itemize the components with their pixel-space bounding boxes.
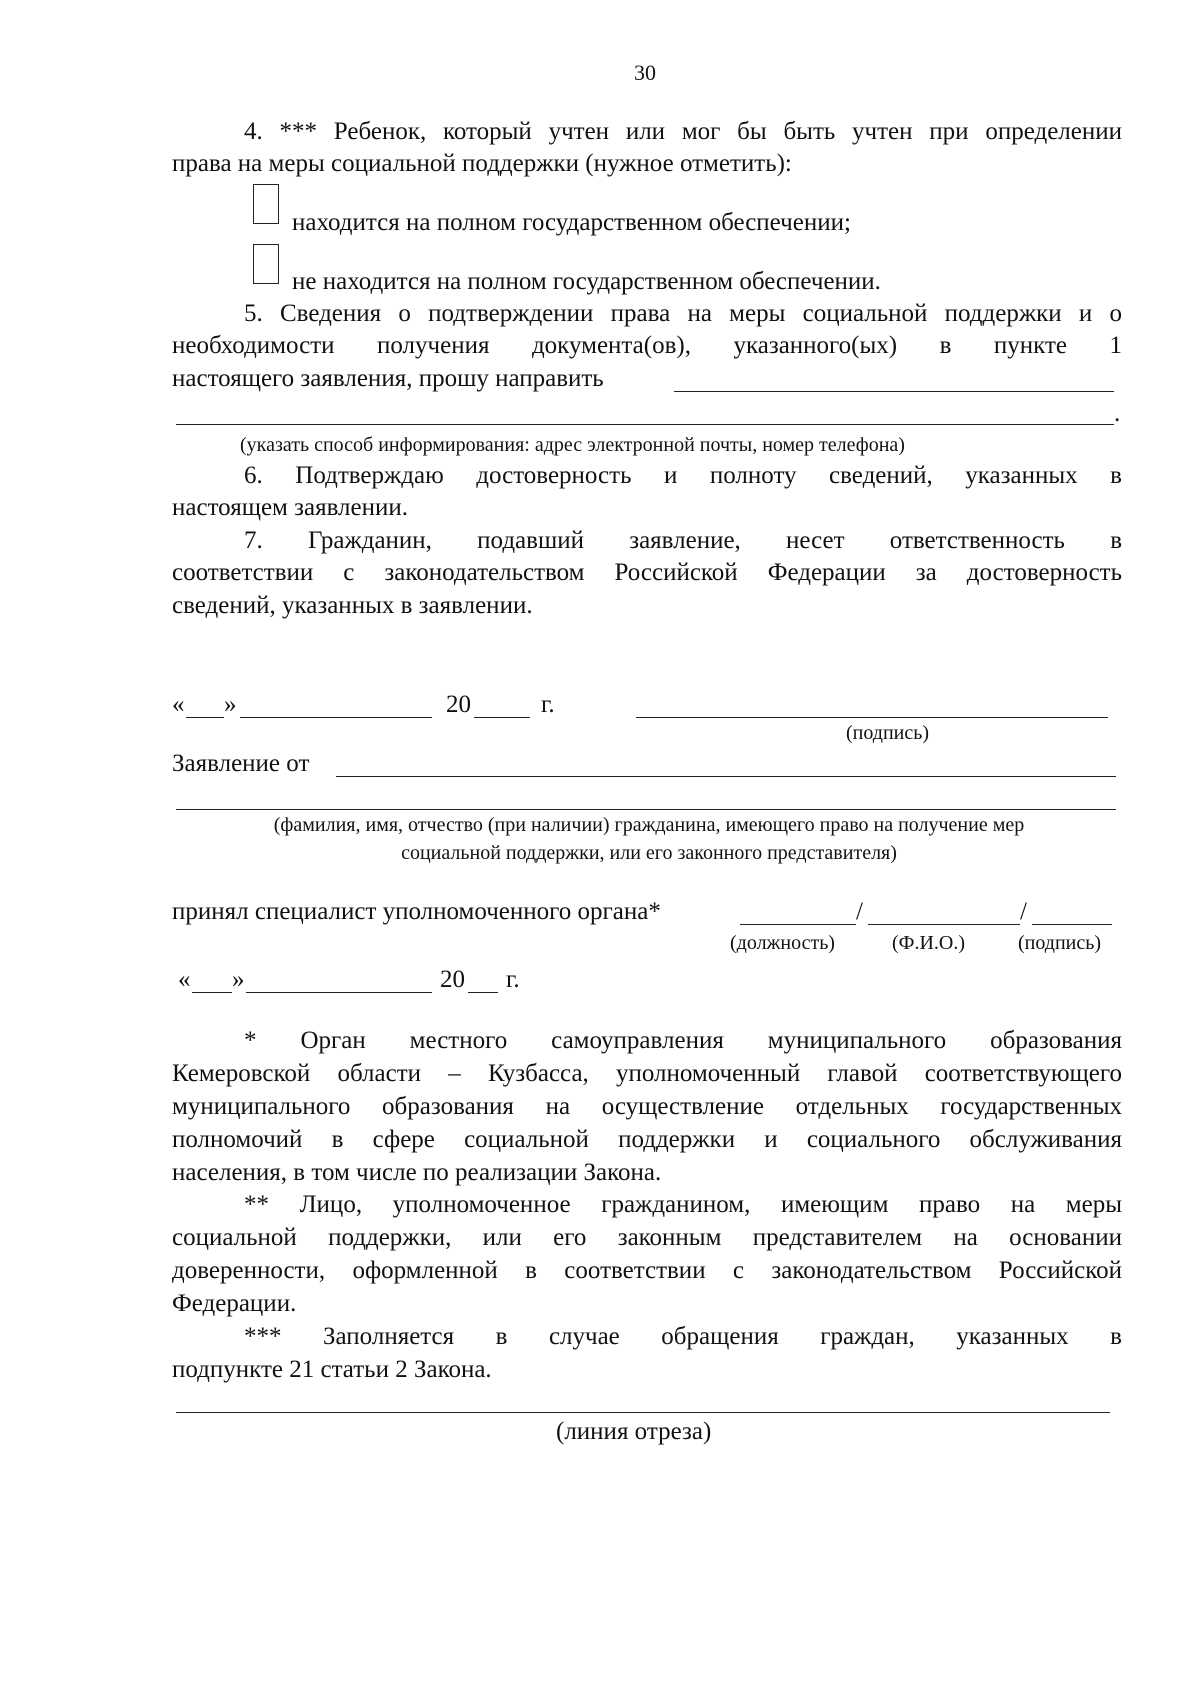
footnote3-line1: *** Заполняется в случае обращения граждан, указанных в bbox=[244, 1323, 1122, 1350]
accept-date-year-field[interactable] bbox=[468, 992, 498, 993]
statement-from-label: Заявление от bbox=[172, 750, 310, 777]
date-quote-close: » bbox=[224, 691, 237, 718]
accept-date-day-field[interactable] bbox=[192, 992, 232, 993]
hint-specialist-signature: (подпись) bbox=[1018, 932, 1102, 954]
item5-end-period: . bbox=[1114, 400, 1121, 427]
statement-from-hint-line1: (фамилия, имя, отчество (при наличии) гражданина, имеющего право на получение мер bbox=[273, 814, 1025, 836]
option-full-support-label: находится на полном государственном обеспечении; bbox=[292, 209, 851, 236]
date-year-suffix: г. bbox=[541, 691, 555, 718]
item6-line2: настоящем заявлении. bbox=[172, 494, 409, 521]
notification-method-field[interactable] bbox=[674, 391, 1114, 392]
accepted-slash-2: / bbox=[1020, 898, 1027, 925]
accept-date-year-prefix: 20 bbox=[440, 966, 465, 993]
statement-from-hint-line2: социальной поддержки, или его законного представителя) bbox=[401, 842, 897, 864]
date-year-field[interactable] bbox=[474, 717, 530, 718]
specialist-signature-field[interactable] bbox=[1032, 924, 1112, 925]
footnote2-line4: Федерации. bbox=[172, 1290, 297, 1317]
signature-hint: (подпись) bbox=[846, 722, 930, 744]
item5-line1: 5. Сведения о подтверждении права на меры социальной поддержки и о bbox=[244, 300, 1122, 327]
footnote2-line3: доверенности, оформленной в соответствии с законодательством Российской bbox=[172, 1257, 1122, 1284]
specialist-position-field[interactable] bbox=[740, 924, 856, 925]
item5-line2: необходимости получения документа(ов), указанного(ых) в пункте 1 bbox=[172, 332, 1122, 359]
date-day-field[interactable] bbox=[186, 717, 224, 718]
item7-line3: сведений, указанных в заявлении. bbox=[172, 592, 533, 619]
date-month-field[interactable] bbox=[240, 717, 432, 718]
hint-position: (должность) bbox=[730, 932, 835, 954]
item6-line1: 6. Подтверждаю достоверность и полноту сведений, указанных в bbox=[244, 462, 1122, 489]
checkbox-full-support[interactable] bbox=[253, 184, 279, 224]
item5-line3: настоящего заявления, прошу направить bbox=[172, 365, 604, 392]
page-number: 30 bbox=[634, 60, 656, 85]
footnote2-line2: социальной поддержки, или его законным представителем на основании bbox=[172, 1224, 1122, 1251]
notification-method-field-line2[interactable] bbox=[176, 424, 1114, 425]
footnote1-line3: муниципального образования на осуществление отдельных государственных bbox=[172, 1093, 1122, 1120]
accept-date-month-field[interactable] bbox=[246, 992, 432, 993]
footnote2-line1: ** Лицо, уполномоченное гражданином, имеющим право на меры bbox=[244, 1191, 1122, 1218]
checkbox-no-full-support[interactable] bbox=[253, 244, 279, 284]
hint-name: (Ф.И.О.) bbox=[892, 932, 966, 954]
footnote1-line2: Кемеровской области – Кузбасса, уполномоченный главой соответствующего bbox=[172, 1060, 1122, 1087]
item7-line2: соответствии с законодательством Российской Федерации за достоверность bbox=[172, 559, 1122, 586]
option-no-full-support-label: не находится на полном государственном обеспечении. bbox=[292, 268, 881, 295]
item4-line1: 4. *** Ребенок, который учтен или мог бы быть учтен при определении bbox=[244, 118, 1122, 145]
accept-date-year-suffix: г. bbox=[506, 966, 520, 993]
footnote1-line5: населения, в том числе по реализации Закона. bbox=[172, 1159, 662, 1186]
accepted-slash-1: / bbox=[856, 898, 863, 925]
notification-method-hint: (указать способ информирования: адрес электронной почты, номер телефона) bbox=[240, 434, 905, 456]
date-quote-open: « bbox=[172, 691, 185, 718]
statement-from-field-line2[interactable] bbox=[176, 809, 1116, 810]
cut-line-label: (линия отреза) bbox=[556, 1418, 712, 1445]
applicant-signature-field[interactable] bbox=[636, 717, 1108, 718]
footnote3-line2: подпункте 21 статьи 2 Закона. bbox=[172, 1356, 492, 1383]
accept-date-quote-open: « bbox=[178, 966, 191, 993]
item4-line2: права на меры социальной поддержки (нужное отметить): bbox=[172, 150, 792, 177]
cut-line bbox=[176, 1412, 1110, 1413]
statement-from-field[interactable] bbox=[336, 776, 1116, 777]
specialist-name-field[interactable] bbox=[868, 924, 1020, 925]
footnote1-line4: полномочий в сфере социальной поддержки и социального обслуживания bbox=[172, 1126, 1122, 1153]
accept-date-quote-close: » bbox=[232, 966, 245, 993]
date-year-prefix: 20 bbox=[446, 691, 471, 718]
accepted-by-label: принял специалист уполномоченного органа* bbox=[172, 898, 661, 925]
item7-line1: 7. Гражданин, подавший заявление, несет ответственность в bbox=[244, 527, 1122, 554]
footnote1-line1: * Орган местного самоуправления муниципального образования bbox=[244, 1027, 1122, 1054]
